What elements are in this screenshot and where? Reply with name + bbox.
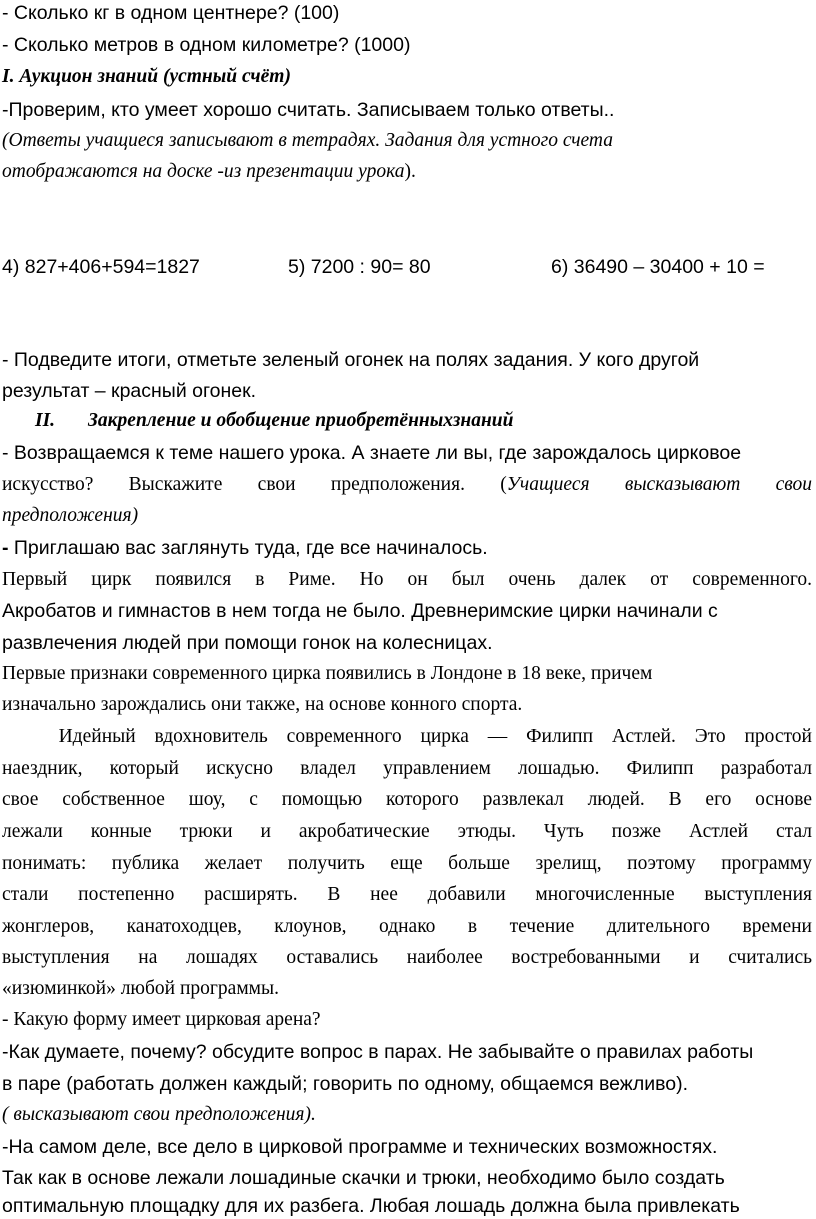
check-instruction: -Проверим, кто умеет хорошо считать. Записываем только ответы.. xyxy=(2,99,615,121)
final-line-3: оптимальную площадку для их разбега. Любая лошадь должна была привлекать xyxy=(2,1195,740,1217)
para-4-line-2: изначально зарождались они также, на основе конного спорта. xyxy=(2,694,523,715)
note-2: ( высказывают свои предположения). xyxy=(2,1104,316,1125)
para-5-line-2: наездник, который искусно владел управлением лошадью. Филипп разработал xyxy=(2,758,812,779)
para-3-line-3: развлечения людей при помощи гонок на колесницах. xyxy=(2,632,493,654)
question-arena: - Какую форму имеет цирковая арена? xyxy=(2,1009,321,1030)
note-1-line-2 xyxy=(2,159,812,185)
summary-line-2: результат – красный огонек. xyxy=(2,380,257,402)
para-3-line-2: Акробатов и гимнастов в нем тогда не было. Древнеримские цирки начинали с xyxy=(2,600,718,622)
question-kilometer: - Сколько метров в одном километре? (1000) xyxy=(2,34,411,56)
para-5-line-1: Идейный вдохновитель современного цирка — Филипп Астлей. Это простой xyxy=(2,726,812,747)
para-1-line-3: предположения) xyxy=(2,505,139,526)
para-5-line-5: понимать: публика желает получить еще больше зрелищ, поэтому программу xyxy=(2,853,812,874)
note-1-end: ). xyxy=(404,161,416,182)
pair-work-line-2: в паре (работать должен каждый; говорить по одному, общаемся вежливо). xyxy=(2,1073,689,1095)
para-2 xyxy=(2,535,812,561)
para-5-line-9: «изюминкой» любой программы. xyxy=(2,978,279,999)
section-2-number: II. xyxy=(35,410,56,431)
task-5: 5) 7200 : 90= 80 xyxy=(288,256,431,278)
para-1-line-2-italic: Учащиеся высказывают свои xyxy=(506,474,812,495)
section-2-title: Закрепление и обобщение приобретённыхзнаний xyxy=(88,410,514,431)
summary-line-1: - Подведите итоги, отметьте зеленый огонек на полях задания. У кого другой xyxy=(2,349,700,371)
para-2-dash: - xyxy=(2,537,9,559)
question-centner: - Сколько кг в одном центнере? (100) xyxy=(2,2,340,24)
para-2-text: Приглашаю вас заглянуть туда, где все начиналось. xyxy=(8,537,488,559)
para-5-line-7: жонглеров, канатоходцев, клоунов, однако в течение длительного времени xyxy=(2,916,812,937)
note-1-italic: отображаются на доске -из презентации урока xyxy=(2,161,405,182)
final-line-1: -На самом деле, все дело в цирковой программе и технических возможностях. xyxy=(2,1136,718,1158)
pair-work-line-1: -Как думаете, почему? обсудите вопрос в парах. Не забывайте о правилах работы xyxy=(2,1041,754,1063)
para-5-line-8: выступления на лошадях оставались наиболее востребованными и считались xyxy=(2,947,812,968)
para-1-line-2-text: искусство? Выскажите свои предположения. ( xyxy=(2,474,507,495)
para-1-line-2 xyxy=(2,472,812,498)
para-5-line-3: свое собственное шоу, с помощью которого развлекал людей. В его основе xyxy=(2,789,812,810)
para-1-line-1: - Возвращаемся к теме нашего урока. А знаете ли вы, где зарождалось цирковое xyxy=(2,442,742,464)
final-line-2: Так как в основе лежали лошадиные скачки и трюки, необходимо было создать xyxy=(2,1167,725,1189)
task-6: 6) 36490 – 30400 + 10 = xyxy=(551,256,765,278)
task-4: 4) 827+406+594=1827 xyxy=(2,256,200,278)
para-3-line-1: Первый цирк появился в Риме. Но он был очень далек от современного. xyxy=(2,569,812,590)
para-4-line-1: Первые признаки современного цирка появились в Лондоне в 18 веке, причем xyxy=(2,663,653,684)
note-1-line-1: (Ответы учащиеся записывают в тетрадях. Задания для устного счета xyxy=(2,130,614,151)
para-5-line-4: лежали конные трюки и акробатические этюды. Чуть позже Астлей стал xyxy=(2,821,812,842)
para-5-line-6: стали постепенно расширять. В нее добавили многочисленные выступления xyxy=(2,884,812,905)
section-1-title: I. Аукцион знаний (устный счёт) xyxy=(2,66,291,87)
